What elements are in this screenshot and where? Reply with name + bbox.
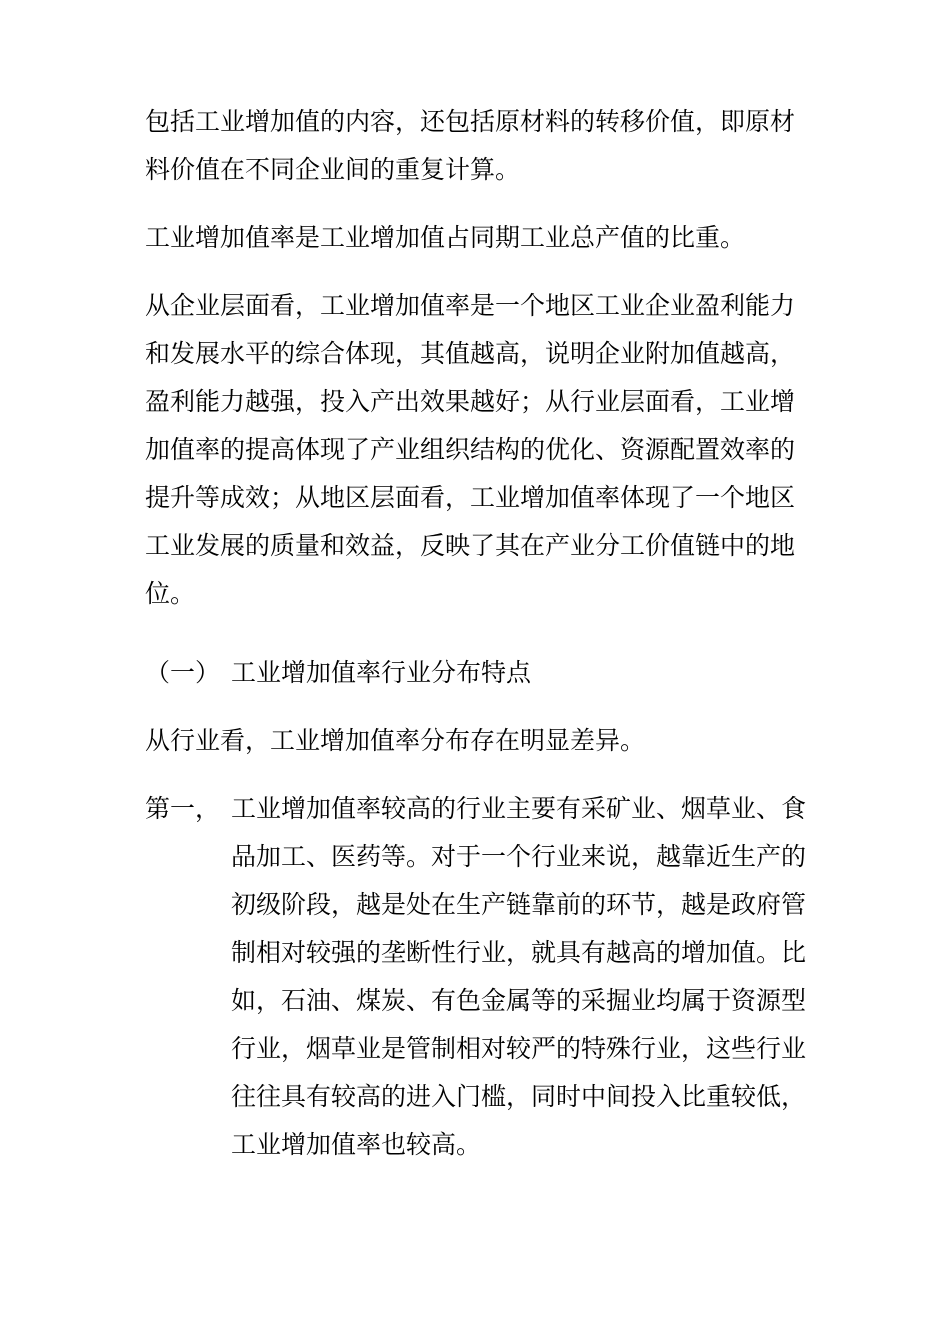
section-heading-number: （一）: [145, 658, 221, 687]
list-item-text: 工业增加值率较高的行业主要有采矿业、烟草业、食品加工、医药等。对于一个行业来说，越靠近生产的初级阶段，越是处在生产链靠前的环节，越是政府管制相对较强的垄断性行业，就具有越高的增加值。比如，石油、煤炭、有色金属等的采掘业均属于资源型行业，烟草业是管制相对较严的特殊行业，这些行业往往具有较高的进入门槛，同时中间投入比重较低，工业增加值率也较高。: [231, 794, 807, 1159]
list-item-label: 第一，: [145, 794, 221, 823]
section-heading-text: 工业增加值率行业分布特点: [231, 658, 532, 687]
paragraph-value-added-rate-definition: 工业增加值率是工业增加值占同期工业总产值的比重。: [145, 223, 746, 252]
section-heading: [145, 649, 810, 697]
paragraph-levels-analysis: 从企业层面看，工业增加值率是一个地区工业企业盈利能力和发展水平的综合体现，其值越高，说明企业附加值越高，盈利能力越强，投入产出效果越好；从行业层面看，工业增加值率的提高体现了产业组织结构的优化、资源配置效率的提升等成效；从地区层面看，工业增加值率体现了一个地区工业发展的质量和效益，反映了其在产业分工价值链中的地位。: [145, 291, 796, 608]
paragraph-raw-material-value: 包括工业增加值的内容，还包括原材料的转移价值，即原材料价值在不同企业间的重复计算。: [145, 107, 796, 184]
paragraph-industry-differences: 从行业看，工业增加值率分布存在明显差异。: [145, 726, 646, 755]
